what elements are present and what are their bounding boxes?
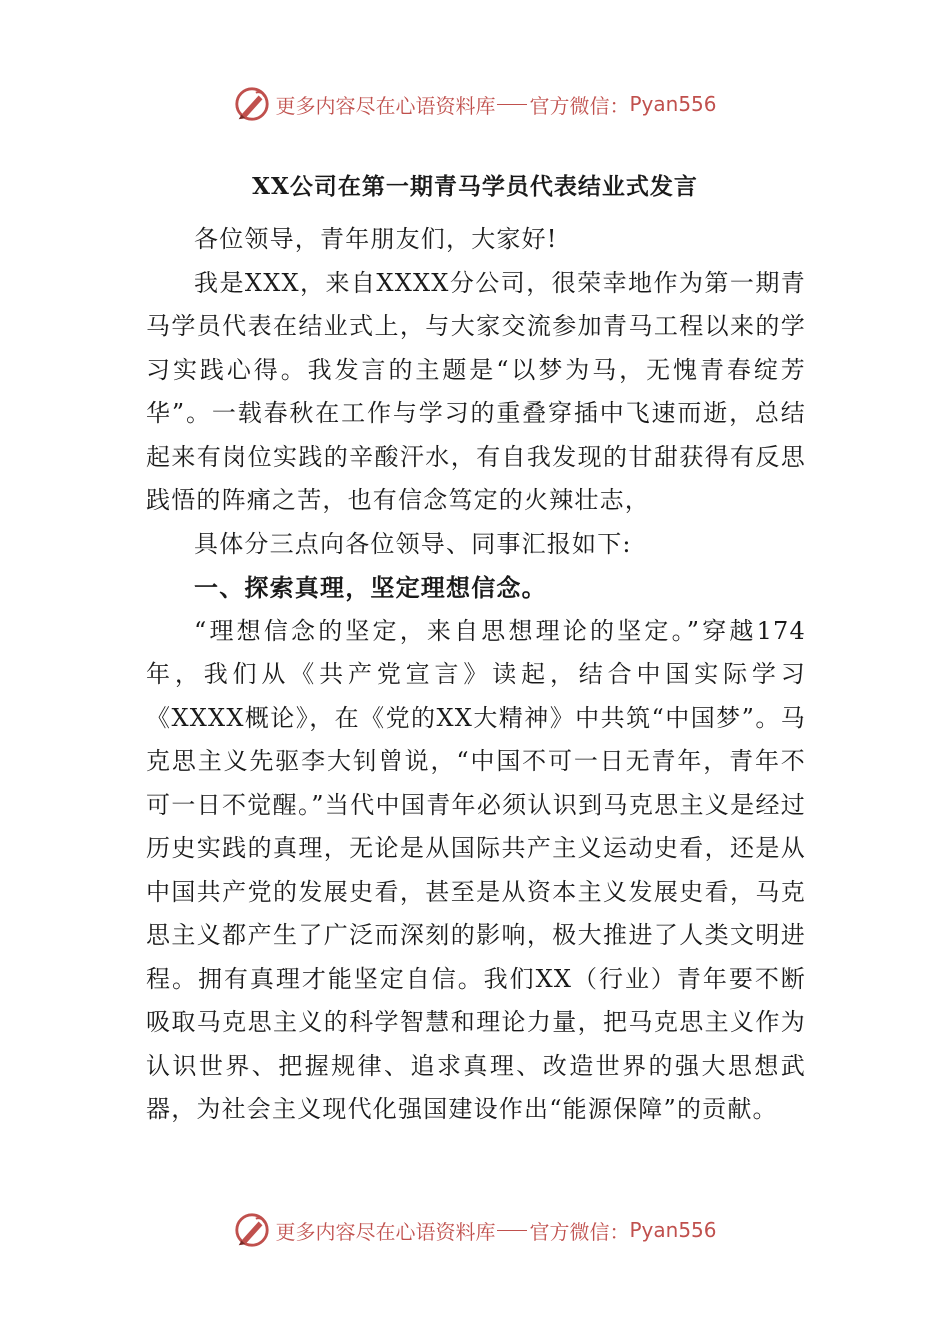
- watermark-dash: [497, 1230, 527, 1231]
- pen-logo-icon: [233, 85, 271, 123]
- watermark-text: [275, 1216, 716, 1245]
- header-watermark-banner: [0, 84, 950, 124]
- watermark-wechat-label: 官方微信：: [529, 1219, 630, 1244]
- greeting-paragraph: 各位领导，青年朋友们，大家好!: [194, 225, 558, 253]
- document-body: [146, 218, 806, 1132]
- footer-watermark-banner: [0, 1210, 950, 1250]
- watermark-wechat-id: Pyan556: [629, 92, 717, 116]
- watermark-dash: [497, 104, 527, 105]
- watermark-text: [275, 90, 716, 119]
- document-title: XX公司在第一期青马学员代表结业式发言: [252, 173, 698, 200]
- section-1-paragraph: “理想信念的坚定，来自思想理论的坚定。”穿越174年，我们从《共产党宣言》读起，结合中国实际学习《XXXX概论》，在《党的XX大精神》中共筑“中国梦”。马克思主义先驱李大钊曾说，“中国不可一日无青年，青年不可一日不觉醒。”当代中国青年必须认识到马克思主义是经过历史实践的真理，无论是从国际共产主义运动史看，还是从中国共产党的发展史看，甚至是从资本主义发展史看，马克思主义都产生了广泛而深刻的影响，极大推进了人类文明进程。拥有真理才能坚定自信。我们XX（行业）青年要不断吸取马克思主义的科学智慧和理论力量，把马克思主义作为认识世界、把握规律、追求真理、改造世界的强大思想武器，为社会主义现代化强国建设作出“能源保障”的贡献。: [146, 616, 806, 1123]
- watermark-slogan: 更多内容尽在心语资料库: [275, 1219, 496, 1244]
- watermark-wechat-label: 官方微信：: [529, 93, 630, 118]
- watermark-wechat-id: Pyan556: [629, 1218, 717, 1242]
- section-heading-1: 一、探索真理，坚定理想信念。: [194, 573, 547, 602]
- pen-logo-icon: [233, 1211, 271, 1249]
- outline-paragraph: 具体分三点向各位领导、同事汇报如下:: [194, 529, 632, 558]
- watermark-slogan: 更多内容尽在心语资料库: [275, 93, 496, 118]
- intro-paragraph: 我是XXX，来自XXXX分公司，很荣幸地作为第一期青马学员代表在结业式上，与大家交流参加青马工程以来的学习实践心得。我发言的主题是“以梦为马，无愧青春绽芳华”。一载春秋在工作与学习的重叠穿插中飞速而逝，总结起来有岗位实践的辛酸汗水，有自我发现的甘甜获得有反思践悟的阵痛之苦，也有信念笃定的火辣壮志，: [146, 268, 806, 514]
